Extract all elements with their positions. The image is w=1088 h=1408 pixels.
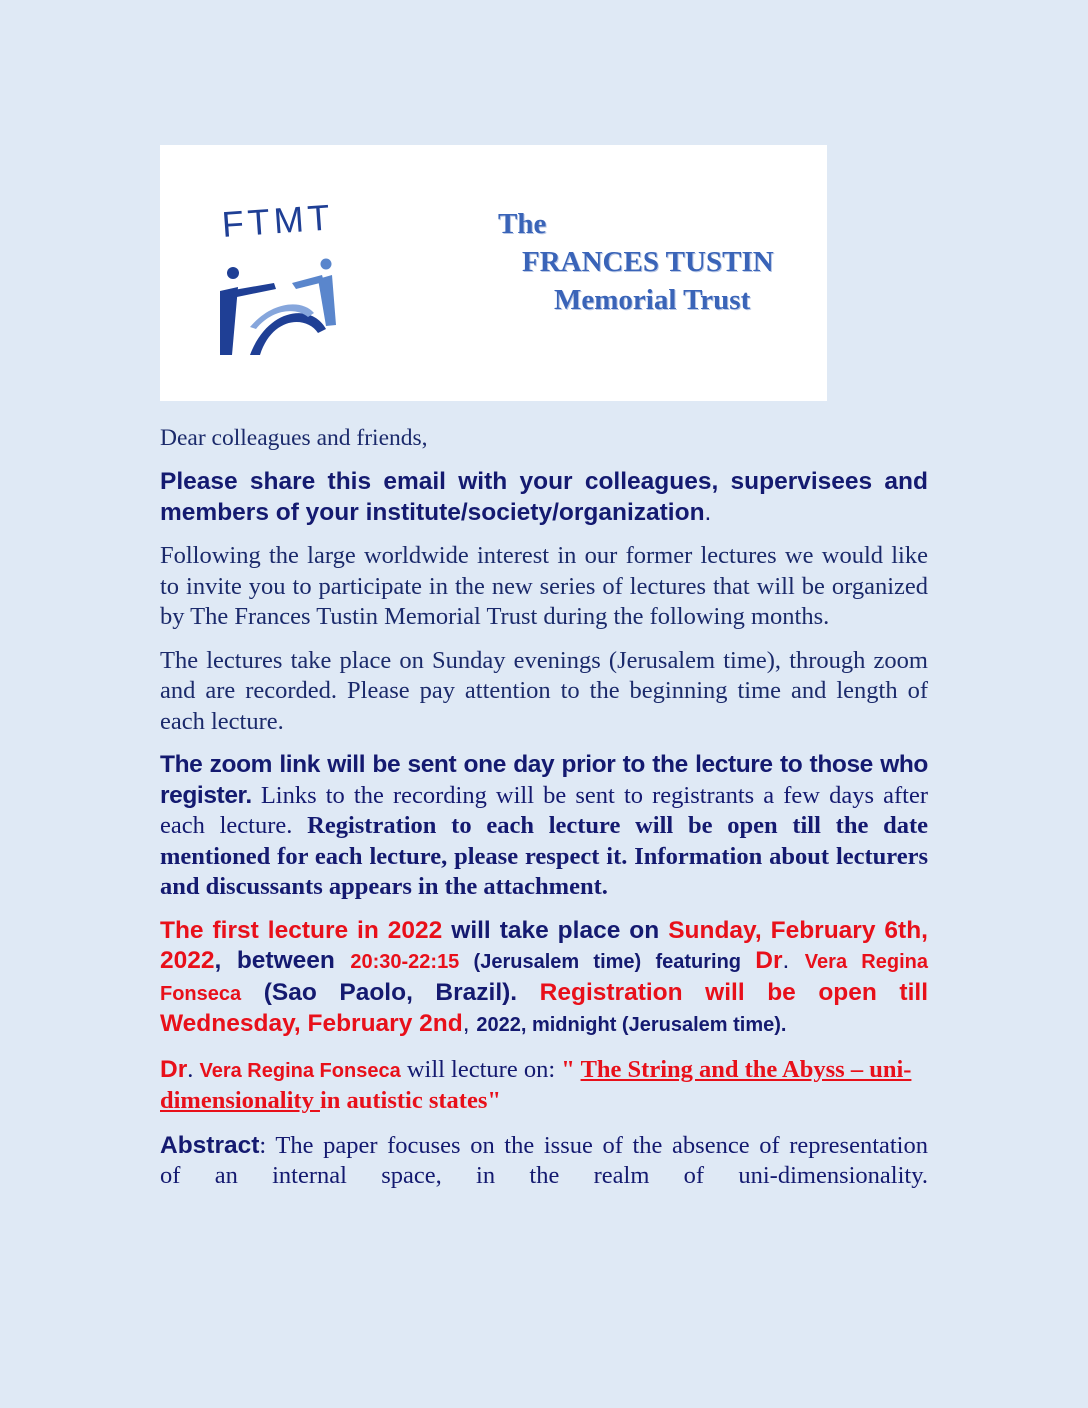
- share-period: .: [704, 499, 712, 526]
- lecturer-title-dot: .: [782, 947, 805, 974]
- lecturer-name: Vera Regina Fonseca: [160, 951, 928, 1005]
- trust-name-line2: FRANCES TUSTIN: [522, 246, 774, 278]
- lecture-title: The String and the Abyss – uni-dimensionality: [160, 1055, 912, 1114]
- lecture-title-paragraph: [160, 1055, 928, 1117]
- abstract-paragraph: [160, 1131, 928, 1192]
- lecturer-location: (Sao Paolo, Brazil).: [241, 978, 540, 1006]
- lecture-dr: Dr: [160, 1055, 188, 1083]
- first-lecture-timezone: (Jerusalem time) featuring: [459, 951, 756, 973]
- first-lecture-between: , between: [214, 947, 351, 974]
- trust-name-line3: Memorial Trust: [554, 284, 751, 316]
- lecture-quote-open: ": [561, 1055, 581, 1083]
- zoom-link-notice: The zoom link will be sent one day prior to the lecture to those who register.: [160, 751, 928, 809]
- zoom-paragraph: [160, 750, 928, 903]
- lecturer-title: Dr: [755, 947, 783, 974]
- first-lecture-announcement: [160, 916, 928, 1041]
- schedule-paragraph: The lectures take place on Sunday evenings (Jerusalem time), through zoom and are recorded. Please pay attention to the beginning time and length of each lecture.: [160, 646, 928, 735]
- first-lecture-connector: will take place on: [442, 916, 669, 944]
- svg-text:FTMT: FTMT: [220, 196, 335, 246]
- first-lecture-date: Sunday, February 6th, 2022: [160, 916, 928, 974]
- lecture-speaker: Vera Regina Fonseca: [199, 1059, 401, 1082]
- first-lecture-label: The first lecture in 2022: [160, 916, 443, 944]
- deadline-comma: ,: [462, 1010, 477, 1037]
- share-request: [160, 466, 928, 528]
- lecture-title-end: in autistic states": [319, 1087, 501, 1114]
- trust-name-line1: The: [498, 208, 547, 240]
- deadline-time: 2022, midnight (Jerusalem time).: [476, 1014, 787, 1036]
- ftmt-logo: [210, 195, 350, 365]
- greeting: Dear colleagues and friends,: [160, 425, 428, 451]
- lecture-dr-dot: .: [187, 1055, 200, 1083]
- registration-notice: Registration to each lecture will be open till the date mentioned for each lecture, please respect it. Information about lecturers and discussants appears in the attachment.: [160, 812, 928, 900]
- email-body: [160, 145, 928, 1192]
- share-text: Please share this email with your colleagues, supervisees and members of your institute/society/organization: [160, 468, 928, 526]
- abstract-label: Abstract: [160, 1131, 260, 1159]
- trust-name: [498, 205, 774, 319]
- abstract-text: : The paper focuses on the issue of the absence of representation of an internal space, in the realm of uni-dimensionality.: [160, 1131, 928, 1189]
- first-lecture-time: 20:30-22:15: [350, 951, 460, 973]
- header-banner: [160, 145, 827, 401]
- registration-deadline: Registration will be open till Wednesday, February 2nd: [160, 978, 928, 1037]
- recording-notice: Links to the recording will be sent to registrants a few days after each lecture.: [160, 781, 928, 839]
- lecture-intro: will lecture on:: [400, 1055, 562, 1083]
- intro-paragraph: Following the large worldwide interest in our former lectures we would like to invite you to participate in the new series of lectures that will be organized by The Frances Tustin Memorial Trust during the following months.: [160, 542, 928, 630]
